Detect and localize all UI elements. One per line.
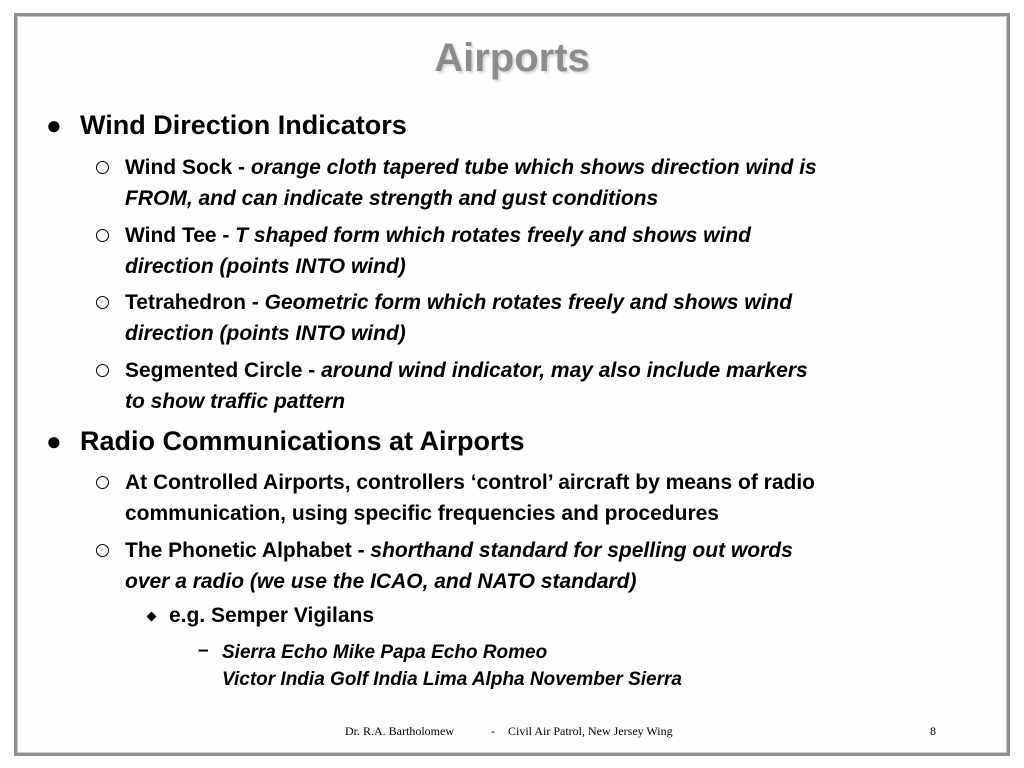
bullet-dot-icon: ● [46, 110, 62, 140]
item-desc-cont: to show traffic pattern [125, 390, 346, 413]
item-wind-tee [125, 220, 985, 282]
footer-org: Civil Air Patrol, New Jersey Wing [508, 724, 673, 738]
circle-bullet-icon [96, 364, 109, 377]
example-line: e.g. Semper Vigilans [169, 604, 375, 627]
item-desc: shorthand standard for spelling out words [370, 539, 793, 562]
circle-bullet-icon [96, 476, 109, 489]
item-desc-cont: direction (points INTO wind) [125, 322, 406, 345]
footer-separator: - [491, 724, 495, 738]
footer-author: Dr. R.A. Bartholomew [345, 724, 454, 738]
item-desc: around wind indicator, may also include markers [321, 359, 808, 382]
circle-bullet-icon [96, 161, 109, 174]
item-phonetic-alphabet [125, 535, 985, 597]
circle-bullet-icon [96, 544, 109, 557]
phonetic-line-2: Victor India Golf India Lima Alpha November Sierra [222, 669, 682, 690]
item-line: At Controlled Airports, controllers ‘control’ aircraft by means of radio [125, 471, 815, 494]
item-label: Tetrahedron - [125, 291, 265, 314]
item-line-cont: communication, using specific frequencies and procedures [125, 502, 719, 525]
slide-title: Airports [434, 36, 590, 80]
dash-bullet-icon: – [198, 640, 209, 661]
circle-bullet-icon [96, 229, 109, 242]
bullet-dot-icon: ● [46, 426, 62, 456]
circle-bullet-icon [96, 296, 109, 309]
item-controlled-airports [125, 467, 985, 529]
item-label: Wind Sock - [125, 156, 251, 179]
item-desc: T shaped form which rotates freely and shows wind [235, 224, 752, 247]
phonetic-line-1: Sierra Echo Mike Papa Echo Romeo [222, 642, 548, 663]
item-desc-cont: direction (points INTO wind) [125, 255, 406, 278]
item-label: Wind Tee - [125, 224, 236, 247]
item-desc-cont: over a radio (we use the ICAO, and NATO standard) [125, 570, 637, 593]
item-label: Segmented Circle - [125, 359, 322, 382]
item-label: The Phonetic Alphabet - [125, 539, 371, 562]
section-heading-radio: Radio Communications at Airports [80, 426, 525, 456]
item-desc: orange cloth tapered tube which shows direction wind is [250, 156, 817, 179]
item-wind-sock [125, 152, 985, 214]
item-tetrahedron [125, 287, 985, 349]
item-segmented-circle [125, 355, 985, 417]
item-desc: Geometric form which rotates freely and shows wind [264, 291, 793, 314]
phonetic-spelling [222, 639, 982, 693]
page-number: 8 [930, 724, 936, 738]
section-heading-wind: Wind Direction Indicators [80, 110, 407, 140]
item-desc-cont: FROM, and can indicate strength and gust conditions [125, 187, 659, 210]
